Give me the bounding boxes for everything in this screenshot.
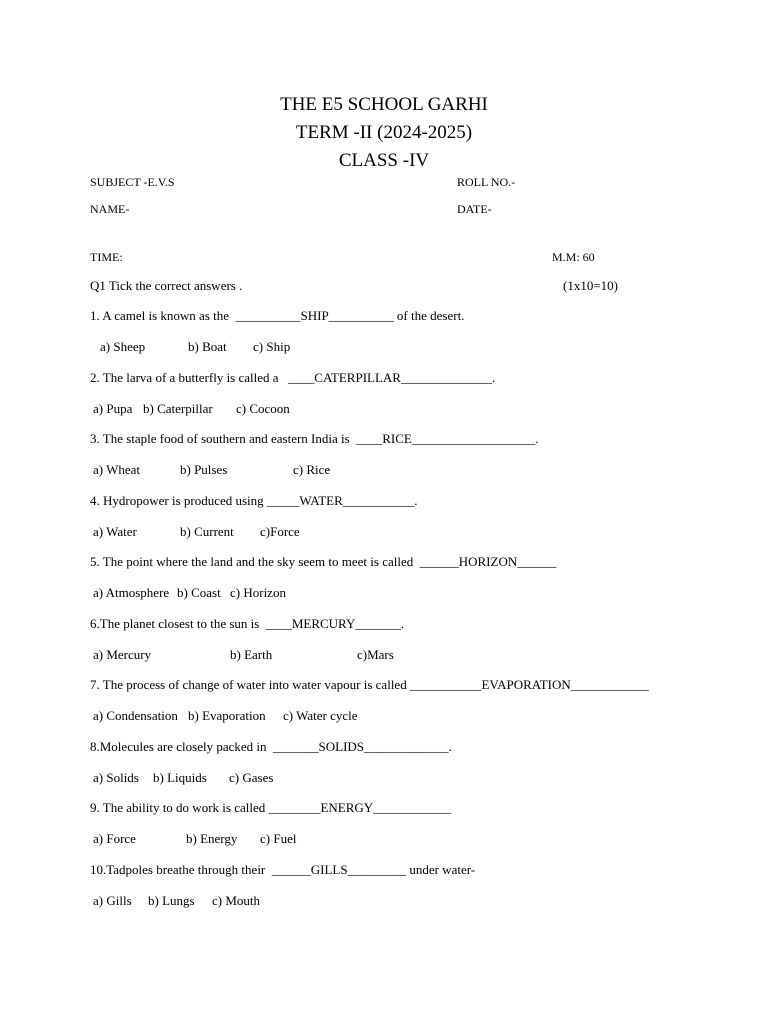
q7-option-b: b) Evaporation: [188, 708, 266, 723]
roll-no-label: ROLL NO.-: [457, 175, 516, 189]
question-1: 1. A camel is known as the __________SHIP__________ of the desert.: [90, 308, 465, 323]
q9-option-a: a) Force: [93, 831, 136, 846]
class-title: CLASS -IV: [338, 150, 430, 171]
q8-option-b: b) Liquids: [153, 770, 207, 785]
term-title: TERM -II (2024-2025): [295, 122, 473, 143]
question-8: 8.Molecules are closely packed in _______SOLIDS_____________.: [90, 739, 452, 754]
question-4: 4. Hydropower is produced using _____WATER___________.: [90, 493, 418, 508]
q2-option-c: c) Cocoon: [236, 401, 290, 416]
q5-option-b: b) Coast: [177, 585, 221, 600]
school-name: THE E5 SCHOOL GARHI: [280, 94, 488, 115]
question-5: 5. The point where the land and the sky seem to meet is called ______HORIZON______: [90, 554, 557, 569]
q8-option-a: a) Solids: [93, 770, 139, 785]
question-10: 10.Tadpoles breathe through their ______GILLS_________ under water-: [90, 862, 476, 877]
section-title: Q1 Tick the correct answers .: [90, 278, 243, 293]
q1-option-b: b) Boat: [188, 339, 227, 354]
question-9: 9. The ability to do work is called ________ENERGY____________: [90, 800, 452, 815]
question-3: 3. The staple food of southern and eastern India is ____RICE___________________.: [90, 431, 539, 446]
q8-option-c: c) Gases: [229, 770, 274, 785]
q6-option-c: c)Mars: [357, 647, 394, 662]
q5-option-c: c) Horizon: [230, 585, 286, 600]
q3-option-a: a) Wheat: [93, 462, 141, 477]
max-marks-label: M.M: 60: [552, 250, 595, 264]
q4-option-b: b) Current: [180, 524, 234, 539]
q10-option-a: a) Gills: [93, 893, 132, 908]
q1-option-a: a) Sheep: [100, 339, 146, 354]
question-7: 7. The process of change of water into water vapour is called ___________EVAPORATION____________: [90, 677, 649, 692]
q10-option-b: b) Lungs: [148, 893, 195, 908]
q9-option-c: c) Fuel: [260, 831, 297, 846]
name-label: NAME-: [90, 202, 130, 216]
subject-label: SUBJECT -E.V.S: [90, 175, 175, 189]
q3-option-b: b) Pulses: [180, 462, 228, 477]
q4-option-c: c)Force: [260, 524, 300, 539]
q2-option-b: b) Caterpillar: [143, 401, 213, 416]
q1-option-c: c) Ship: [253, 339, 291, 354]
question-2: 2. The larva of a butterfly is called a ____CATERPILLAR______________.: [90, 370, 496, 385]
q6-option-a: a) Mercury: [93, 647, 152, 662]
q9-option-b: b) Energy: [186, 831, 238, 846]
q7-option-a: a) Condensation: [93, 708, 178, 723]
q6-option-b: b) Earth: [230, 647, 273, 662]
q7-option-c: c) Water cycle: [283, 708, 358, 723]
question-6: 6.The planet closest to the sun is ____MERCURY_______.: [90, 616, 405, 631]
q3-option-c: c) Rice: [293, 462, 331, 477]
q5-option-a: a) Atmosphere: [93, 585, 170, 600]
section-marks: (1x10=10): [563, 278, 618, 293]
q2-option-a: a) Pupa: [93, 401, 133, 416]
date-label: DATE-: [457, 202, 492, 216]
q10-option-c: c) Mouth: [212, 893, 261, 908]
time-label: TIME:: [90, 250, 123, 264]
q4-option-a: a) Water: [93, 524, 137, 539]
